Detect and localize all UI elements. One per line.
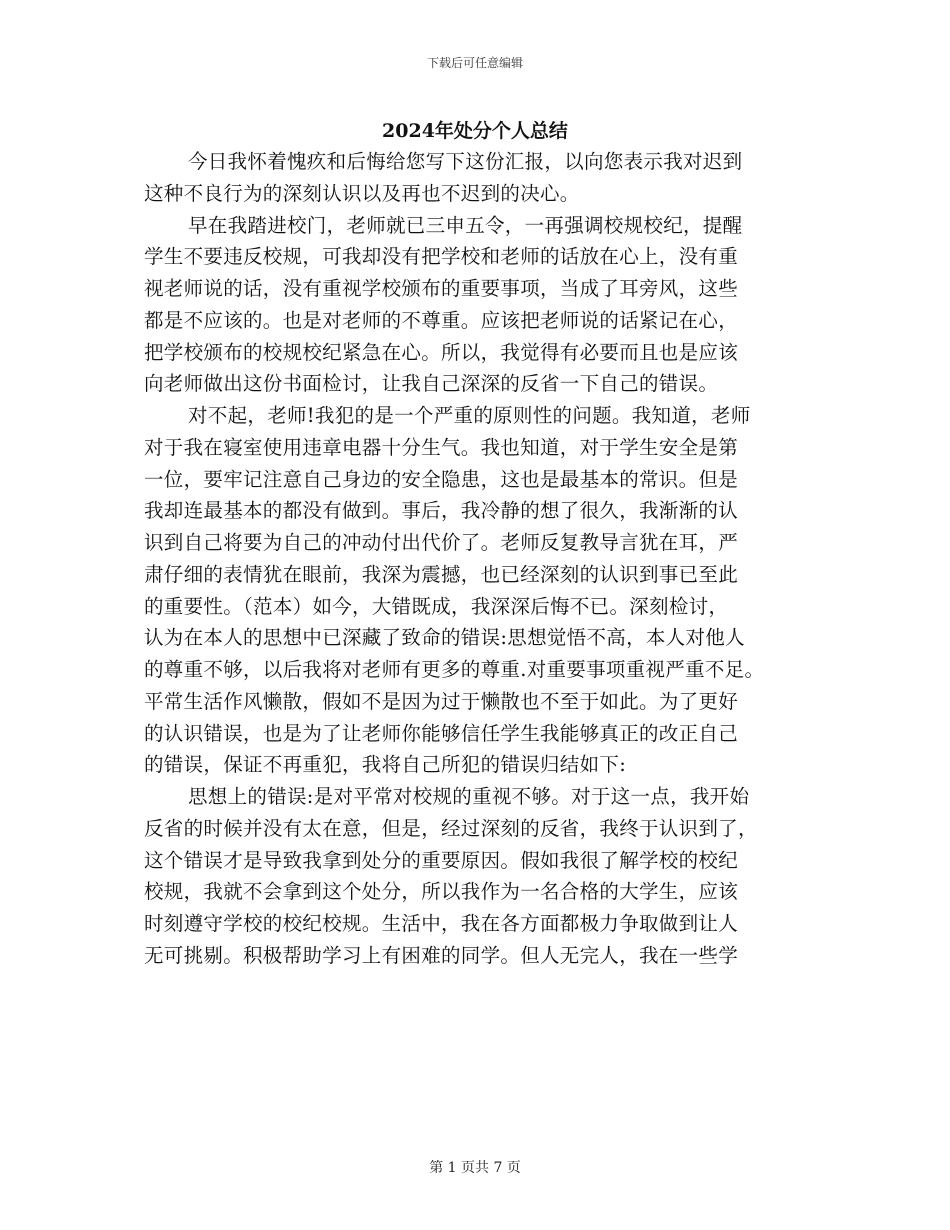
body-line: 向老师做出这份书面检讨，让我自己深深的反省一下自己的错误。 — [144, 372, 719, 396]
body-line: 对于我在寝室使用违章电器十分生气。我也知道，对于学生安全是第 — [144, 435, 739, 459]
body-line: 时刻遵守学校的校纪校规。生活中，我在各方面都极力争取做到让人 — [144, 912, 739, 935]
body-line: 平常生活作风懒散，假如不是因为过于懒散也不至于如此。为了更好 — [144, 689, 739, 713]
body-line: 的认识错误，也是为了让老师你能够信任学生我能够真正的改正自己 — [144, 721, 739, 745]
body-line: 思想上的错误:是对平常对校规的重视不够。对于这一点，我开始 — [188, 785, 750, 808]
body-line: 今日我怀着愧疚和后悔给您写下这份汇报，以向您表示我对迟到 — [188, 150, 743, 173]
body-line: 的尊重不够，以后我将对老师有更多的尊重.对重要事项重视严重不足。 — [144, 658, 765, 681]
page-header-note: 下载后可任意编辑 — [426, 56, 523, 70]
body-line: 一位，要牢记注意自己身边的安全隐患，这也是最基本的常识。但是 — [144, 467, 739, 491]
body-line: 反省的时候并没有太在意，但是，经过深刻的反省，我终于认识到了， — [144, 816, 758, 840]
document-title: 2024年处分个人总结 — [382, 120, 568, 142]
body-line: 这个错误才是导致我拿到处分的重要原因。假如我很了解学校的校纪 — [144, 848, 739, 872]
body-line: 肃仔细的表情犹在眼前，我深为震撼，也已经深刻的认识到事已至此 — [144, 562, 739, 586]
body-line: 早在我踏进校门，老师就已三申五令，一再强调校规校纪，提醒 — [188, 213, 743, 237]
body-line: 无可挑剔。积极帮助学习上有困难的同学。但人无完人，我在一些学 — [144, 943, 739, 967]
body-line: 对不起，老师!我犯的是一个严重的原则性的问题。我知道，老师 — [188, 404, 751, 427]
body-line: 的错误，保证不再重犯，我将自己所犯的错误归结如下: — [144, 753, 627, 777]
body-line: 校规，我就不会拿到这个处分，所以我作为一名合格的大学生，应该 — [144, 880, 739, 904]
document-body — [144, 146, 824, 972]
body-line: 的重要性。（范本）如今，大错既成，我深深后悔不已。深刻检讨， — [144, 594, 729, 618]
body-line: 学生不要违反校规，可我却没有把学校和老师的话放在心上，没有重 — [144, 245, 739, 269]
body-line: 这种不良行为的深刻认识以及再也不迟到的决心。 — [144, 181, 580, 205]
body-line: 把学校颁布的校规校纪紧急在心。所以，我觉得有必要而且也是应该 — [144, 340, 739, 364]
body-line: 视老师说的话，没有重视学校颁布的重要事项，当成了耳旁风，这些 — [144, 277, 739, 300]
body-line: 都是不应该的。也是对老师的不尊重。应该把老师说的话紧记在心， — [144, 308, 739, 332]
body-line: 我却连最基本的都没有做到。事后，我冷静的想了很久，我渐渐的认 — [144, 499, 739, 523]
body-line: 识到自己将要为自己的冲动付出代价了。老师反复教导言犹在耳，严 — [144, 531, 739, 554]
body-line: 认为在本人的思想中已深藏了致命的错误:思想觉悟不高，本人对他人 — [144, 626, 745, 650]
page-footer-number: 第 1 页共 7 页 — [429, 1160, 521, 1176]
